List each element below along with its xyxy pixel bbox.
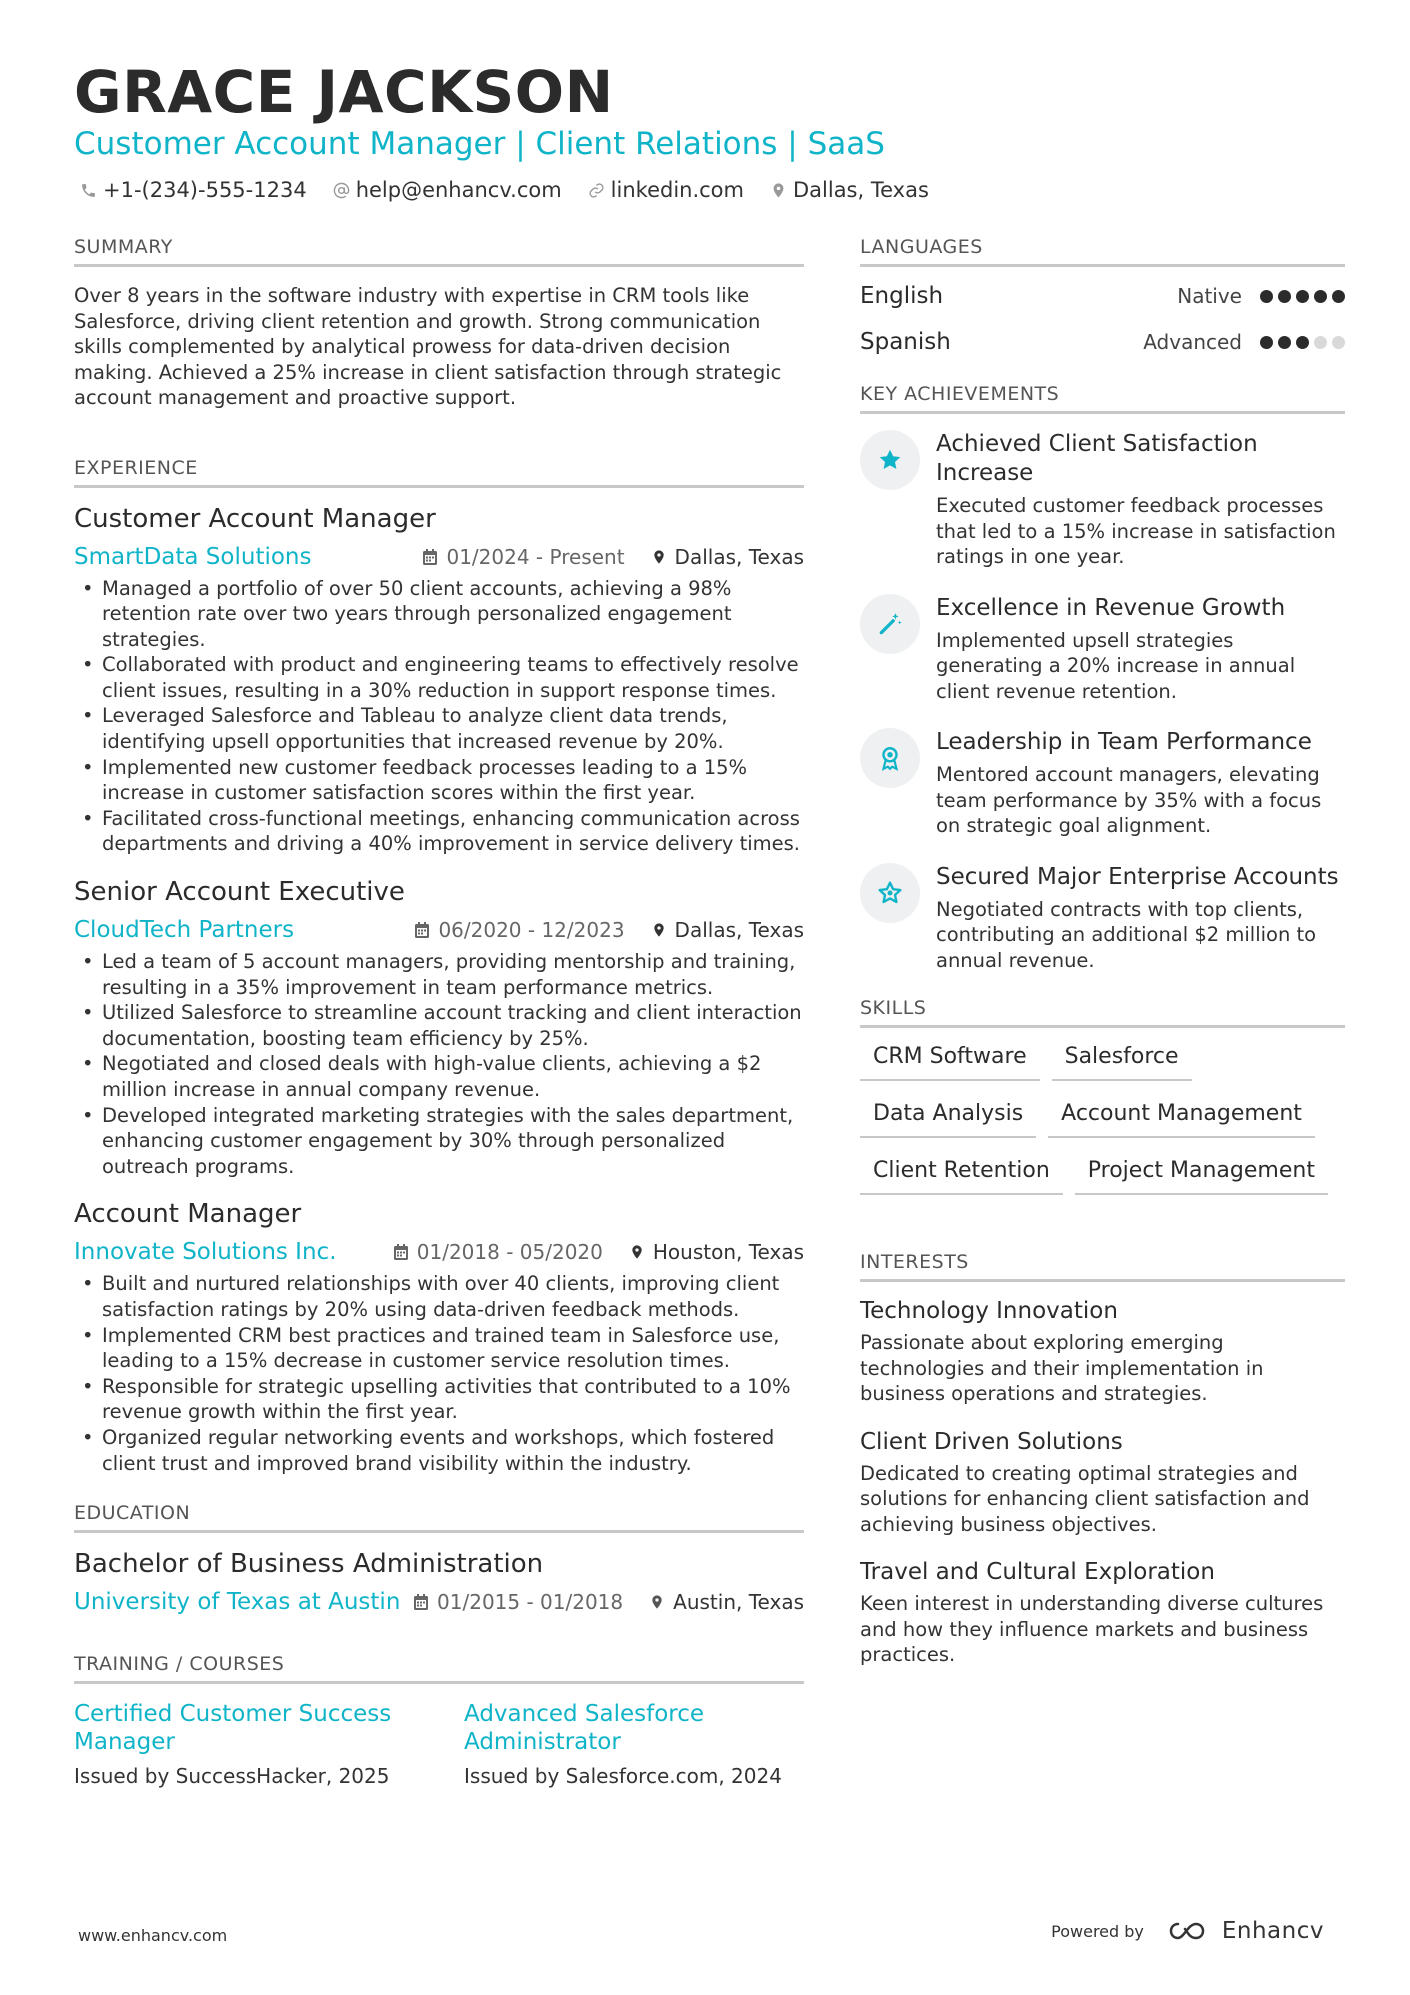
job-meta-right <box>422 545 804 569</box>
bullet-item: • Developed integrated marketing strategies with the sales department, enhancing customer engagement by 30% through personalized outreach programs. <box>74 1103 804 1180</box>
job-meta <box>74 1239 804 1265</box>
achievement-body <box>936 728 1345 839</box>
interests-list <box>860 1298 1345 1668</box>
achievement-title: Secured Major Enterprise Accounts <box>936 863 1339 890</box>
phone-icon <box>80 182 97 199</box>
education-dates-text: 01/2015 - 01/2018 <box>437 1590 624 1615</box>
bullet-item: • Negotiated and closed deals with high-value clients, achieving a $2 million increase in annual company revenue. <box>74 1051 804 1102</box>
skill-tag: CRM Software <box>860 1044 1040 1081</box>
job-title: Customer Account Manager <box>74 503 436 534</box>
language-rating <box>1260 290 1345 303</box>
brand-name: Enhancv <box>1221 1918 1324 1944</box>
linkedin-text: linkedin.com <box>610 178 744 202</box>
skill-tag: Account Management <box>1048 1101 1315 1138</box>
education-location <box>649 1590 804 1614</box>
interest-description: Dedicated to creating optimal strategies and solutions for enhancing client satisfaction and achieving business objectives. <box>860 1461 1310 1536</box>
skills-heading: SKILLS <box>860 997 1345 1028</box>
job-title: Senior Account Executive <box>74 877 405 908</box>
training-issuer: Issued by SuccessHacker, 2025 <box>74 1764 390 1789</box>
education-meta <box>74 1589 804 1615</box>
job-dates <box>422 545 624 569</box>
calendar-icon <box>422 548 438 566</box>
training-issuer: Issued by Salesforce.com, 2024 <box>464 1764 782 1789</box>
education-dates <box>413 1590 623 1614</box>
rating-dot <box>1332 290 1345 303</box>
bullet-item: • Leveraged Salesforce and Tableau to analyze client data trends, identifying upsell opportunities that increased revenue by 20%. <box>74 703 804 754</box>
job-bullets <box>74 576 804 858</box>
language-level: Native <box>1177 284 1242 308</box>
magic-wand-icon <box>877 611 903 637</box>
bullet-item: • Implemented new customer feedback processes leading to a 15% increase in customer satisfaction scores within the first year. <box>74 755 804 806</box>
achievements-heading: KEY ACHIEVEMENTS <box>860 383 1345 414</box>
job-bullets <box>74 1271 804 1476</box>
job-location-text: Dallas, Texas <box>674 918 804 943</box>
achievement-item <box>860 863 1345 974</box>
job-dates-text: 01/2024 - Present <box>446 544 625 569</box>
language-proficiency <box>1143 330 1345 354</box>
contact-location <box>770 178 929 202</box>
interest-title: Travel and Cultural Exploration <box>860 1559 1215 1585</box>
achievement-icon-badge <box>860 430 920 490</box>
map-pin-icon <box>629 1243 645 1261</box>
interest-title: Client Driven Solutions <box>860 1428 1123 1455</box>
achievement-item <box>860 594 1345 705</box>
achievement-item <box>860 430 1345 570</box>
footer-website[interactable]: www.enhancv.com <box>78 1926 228 1945</box>
education-section <box>74 1502 804 1615</box>
contact-linkedin[interactable] <box>588 178 744 202</box>
bullet-item: • Managed a portfolio of over 50 client accounts, achieving a 98% retention rate over two years through personalized engagement strategies. <box>74 576 804 653</box>
left-column <box>74 236 804 1788</box>
map-pin-icon <box>651 548 667 566</box>
company-name: SmartData Solutions <box>74 543 312 570</box>
achievement-body <box>936 863 1345 974</box>
interest-item <box>860 1559 1345 1668</box>
calendar-icon <box>413 1593 429 1611</box>
training-title[interactable]: Certified Customer Success Manager <box>74 1701 392 1756</box>
company-name: Innovate Solutions Inc. <box>74 1239 337 1266</box>
achievement-icon-badge <box>860 594 920 654</box>
language-rating <box>1260 336 1345 349</box>
achievement-description: Implemented upsell strategies generating a 20% increase in annual client revenue retention. <box>936 628 1296 703</box>
education-location-text: Austin, Texas <box>673 1590 804 1615</box>
rating-dot <box>1260 290 1273 303</box>
job-location <box>651 918 804 942</box>
job-meta <box>74 544 804 570</box>
at-sign-icon <box>333 182 350 199</box>
map-pin-icon <box>651 921 667 939</box>
job-dates <box>393 1240 603 1264</box>
language-item <box>860 283 1345 309</box>
achievement-description: Mentored account managers, elevating team performance by 35% with a focus on strategic goal alignment. <box>936 763 1322 837</box>
bullet-item: • Organized regular networking events and workshops, which fostered client trust and improved brand visibility within the industry. <box>74 1425 804 1476</box>
interests-heading: INTERESTS <box>860 1251 1345 1282</box>
language-proficiency <box>1177 284 1345 308</box>
contact-bar <box>80 178 929 202</box>
bullet-item: • Implemented CRM best practices and trained team in Salesforce use, leading to a 15% decrease in customer service resolution times. <box>74 1323 804 1374</box>
rating-dot <box>1296 290 1309 303</box>
language-level: Advanced <box>1143 330 1242 354</box>
company-name: CloudTech Partners <box>74 917 295 944</box>
language-name: English <box>860 283 944 309</box>
bullet-item: • Responsible for strategic upselling activities that contributed to a 10% revenue growth within the first year. <box>74 1374 804 1425</box>
achievement-item <box>860 728 1345 839</box>
job-location-text: Dallas, Texas <box>674 544 804 569</box>
skill-tag: Data Analysis <box>860 1101 1036 1138</box>
calendar-icon <box>393 1243 409 1261</box>
achievement-icon-badge <box>860 863 920 923</box>
skill-tag: Salesforce <box>1052 1044 1192 1081</box>
link-icon <box>588 182 605 199</box>
job-location <box>651 545 804 569</box>
bullet-item: • Built and nurtured relationships with over 40 clients, improving client satisfaction ratings by 20% using data-driven feedback methods. <box>74 1271 804 1322</box>
rating-dot <box>1314 290 1327 303</box>
job-bullets <box>74 949 804 1179</box>
interest-item <box>860 1429 1345 1538</box>
map-pin-icon <box>770 182 787 199</box>
interest-item <box>860 1298 1345 1407</box>
achievement-body <box>936 430 1345 570</box>
training-heading: TRAINING / COURSES <box>74 1653 804 1684</box>
achievement-title: Achieved Client Satisfaction Increase <box>936 431 1258 486</box>
bullet-item: • Collaborated with product and engineering teams to effectively resolve client issues, resulting in a 30% reduction in support response times. <box>74 652 804 703</box>
summary-heading: SUMMARY <box>74 236 804 267</box>
experience-item <box>74 877 804 1179</box>
achievement-icon-badge <box>860 728 920 788</box>
award-ribbon-icon <box>877 745 903 771</box>
job-meta-right <box>393 1240 804 1264</box>
candidate-name: GRACE JACKSON <box>74 58 614 126</box>
languages-list <box>860 283 1345 355</box>
right-column <box>860 236 1345 1690</box>
enhancv-logo[interactable] <box>1166 1918 1324 1944</box>
rating-dot <box>1332 336 1345 349</box>
skill-tag: Project Management <box>1075 1158 1328 1195</box>
skill-tag: Client Retention <box>860 1158 1063 1195</box>
infinity-logo-icon <box>1166 1919 1212 1943</box>
degree-title: Bachelor of Business Administration <box>74 1549 544 1580</box>
map-pin-icon <box>649 1593 665 1611</box>
training-item <box>464 1700 784 1788</box>
job-dates-text: 01/2018 - 05/2020 <box>416 1240 603 1265</box>
bullet-item: • Utilized Salesforce to streamline account tracking and client interaction documentation, boosting team efficiency by 25%. <box>74 1000 804 1051</box>
language-name: Spanish <box>860 329 951 355</box>
contact-phone[interactable] <box>80 178 307 202</box>
contact-email[interactable] <box>333 178 562 202</box>
languages-heading: LANGUAGES <box>860 236 1345 267</box>
footer-branding <box>1051 1918 1324 1944</box>
location-text: Dallas, Texas <box>792 178 929 202</box>
achievement-title: Excellence in Revenue Growth <box>936 594 1286 621</box>
language-item <box>860 329 1345 355</box>
candidate-headline: Customer Account Manager | Client Relations | SaaS <box>74 126 885 162</box>
rating-dot <box>1278 336 1291 349</box>
rating-dot <box>1314 336 1327 349</box>
email-text: help@enhancv.com <box>355 178 562 202</box>
job-location-text: Houston, Texas <box>652 1240 804 1265</box>
interest-description: Passionate about exploring emerging technologies and their implementation in business operations and strategies. <box>860 1331 1264 1405</box>
achievement-description: Executed customer feedback processes that led to a 15% increase in satisfaction ratings in one year. <box>936 494 1336 568</box>
training-title[interactable]: Advanced Salesforce Administrator <box>464 1701 705 1756</box>
rating-dot <box>1278 290 1291 303</box>
school-name: University of Texas at Austin <box>74 1589 401 1616</box>
experience-item <box>74 504 804 858</box>
job-meta-right <box>414 918 804 942</box>
job-dates <box>414 918 624 942</box>
rating-dot <box>1296 336 1309 349</box>
achievements-list <box>860 430 1345 973</box>
summary-text: Over 8 years in the software industry with expertise in CRM tools like Salesforce, driving client retention and growth. Strong communication skills complemented by analytical prowess for data-driven decision making. Achieved a 25% increase in client satisfaction through strategic account management and proactive support. <box>74 284 782 409</box>
bullet-item: • Led a team of 5 account managers, providing mentorship and training, resulting in a 35% improvement in team performance metrics. <box>74 949 804 1000</box>
achievement-body <box>936 594 1345 705</box>
interest-title: Technology Innovation <box>860 1298 1118 1324</box>
education-heading: EDUCATION <box>74 1502 804 1533</box>
experience-heading: EXPERIENCE <box>74 457 804 488</box>
star-outline-icon <box>877 880 903 906</box>
experience-item <box>74 1199 804 1476</box>
experience-list <box>74 504 804 1477</box>
rating-dot <box>1260 336 1273 349</box>
achievement-description: Negotiated contracts with top clients, contributing an additional $2 million to annual revenue. <box>936 897 1317 972</box>
phone-text: +1-(234)-555-1234 <box>103 178 307 202</box>
job-title: Account Manager <box>74 1199 302 1230</box>
skills-list <box>860 1044 1345 1195</box>
job-location <box>629 1240 804 1264</box>
training-list <box>74 1700 804 1788</box>
job-meta <box>74 917 804 943</box>
training-item <box>74 1700 394 1788</box>
achievement-title: Leadership in Team Performance <box>936 729 1312 755</box>
interest-description: Keen interest in understanding diverse cultures and how they influence markets and business practices. <box>860 1592 1324 1666</box>
powered-by-label: Powered by <box>1051 1921 1144 1941</box>
star-icon <box>877 447 903 473</box>
job-dates-text: 06/2020 - 12/2023 <box>438 918 625 943</box>
bullet-item: • Facilitated cross-functional meetings, enhancing communication across departments and driving a 40% improvement in service delivery times. <box>74 806 804 857</box>
calendar-icon <box>414 921 430 939</box>
